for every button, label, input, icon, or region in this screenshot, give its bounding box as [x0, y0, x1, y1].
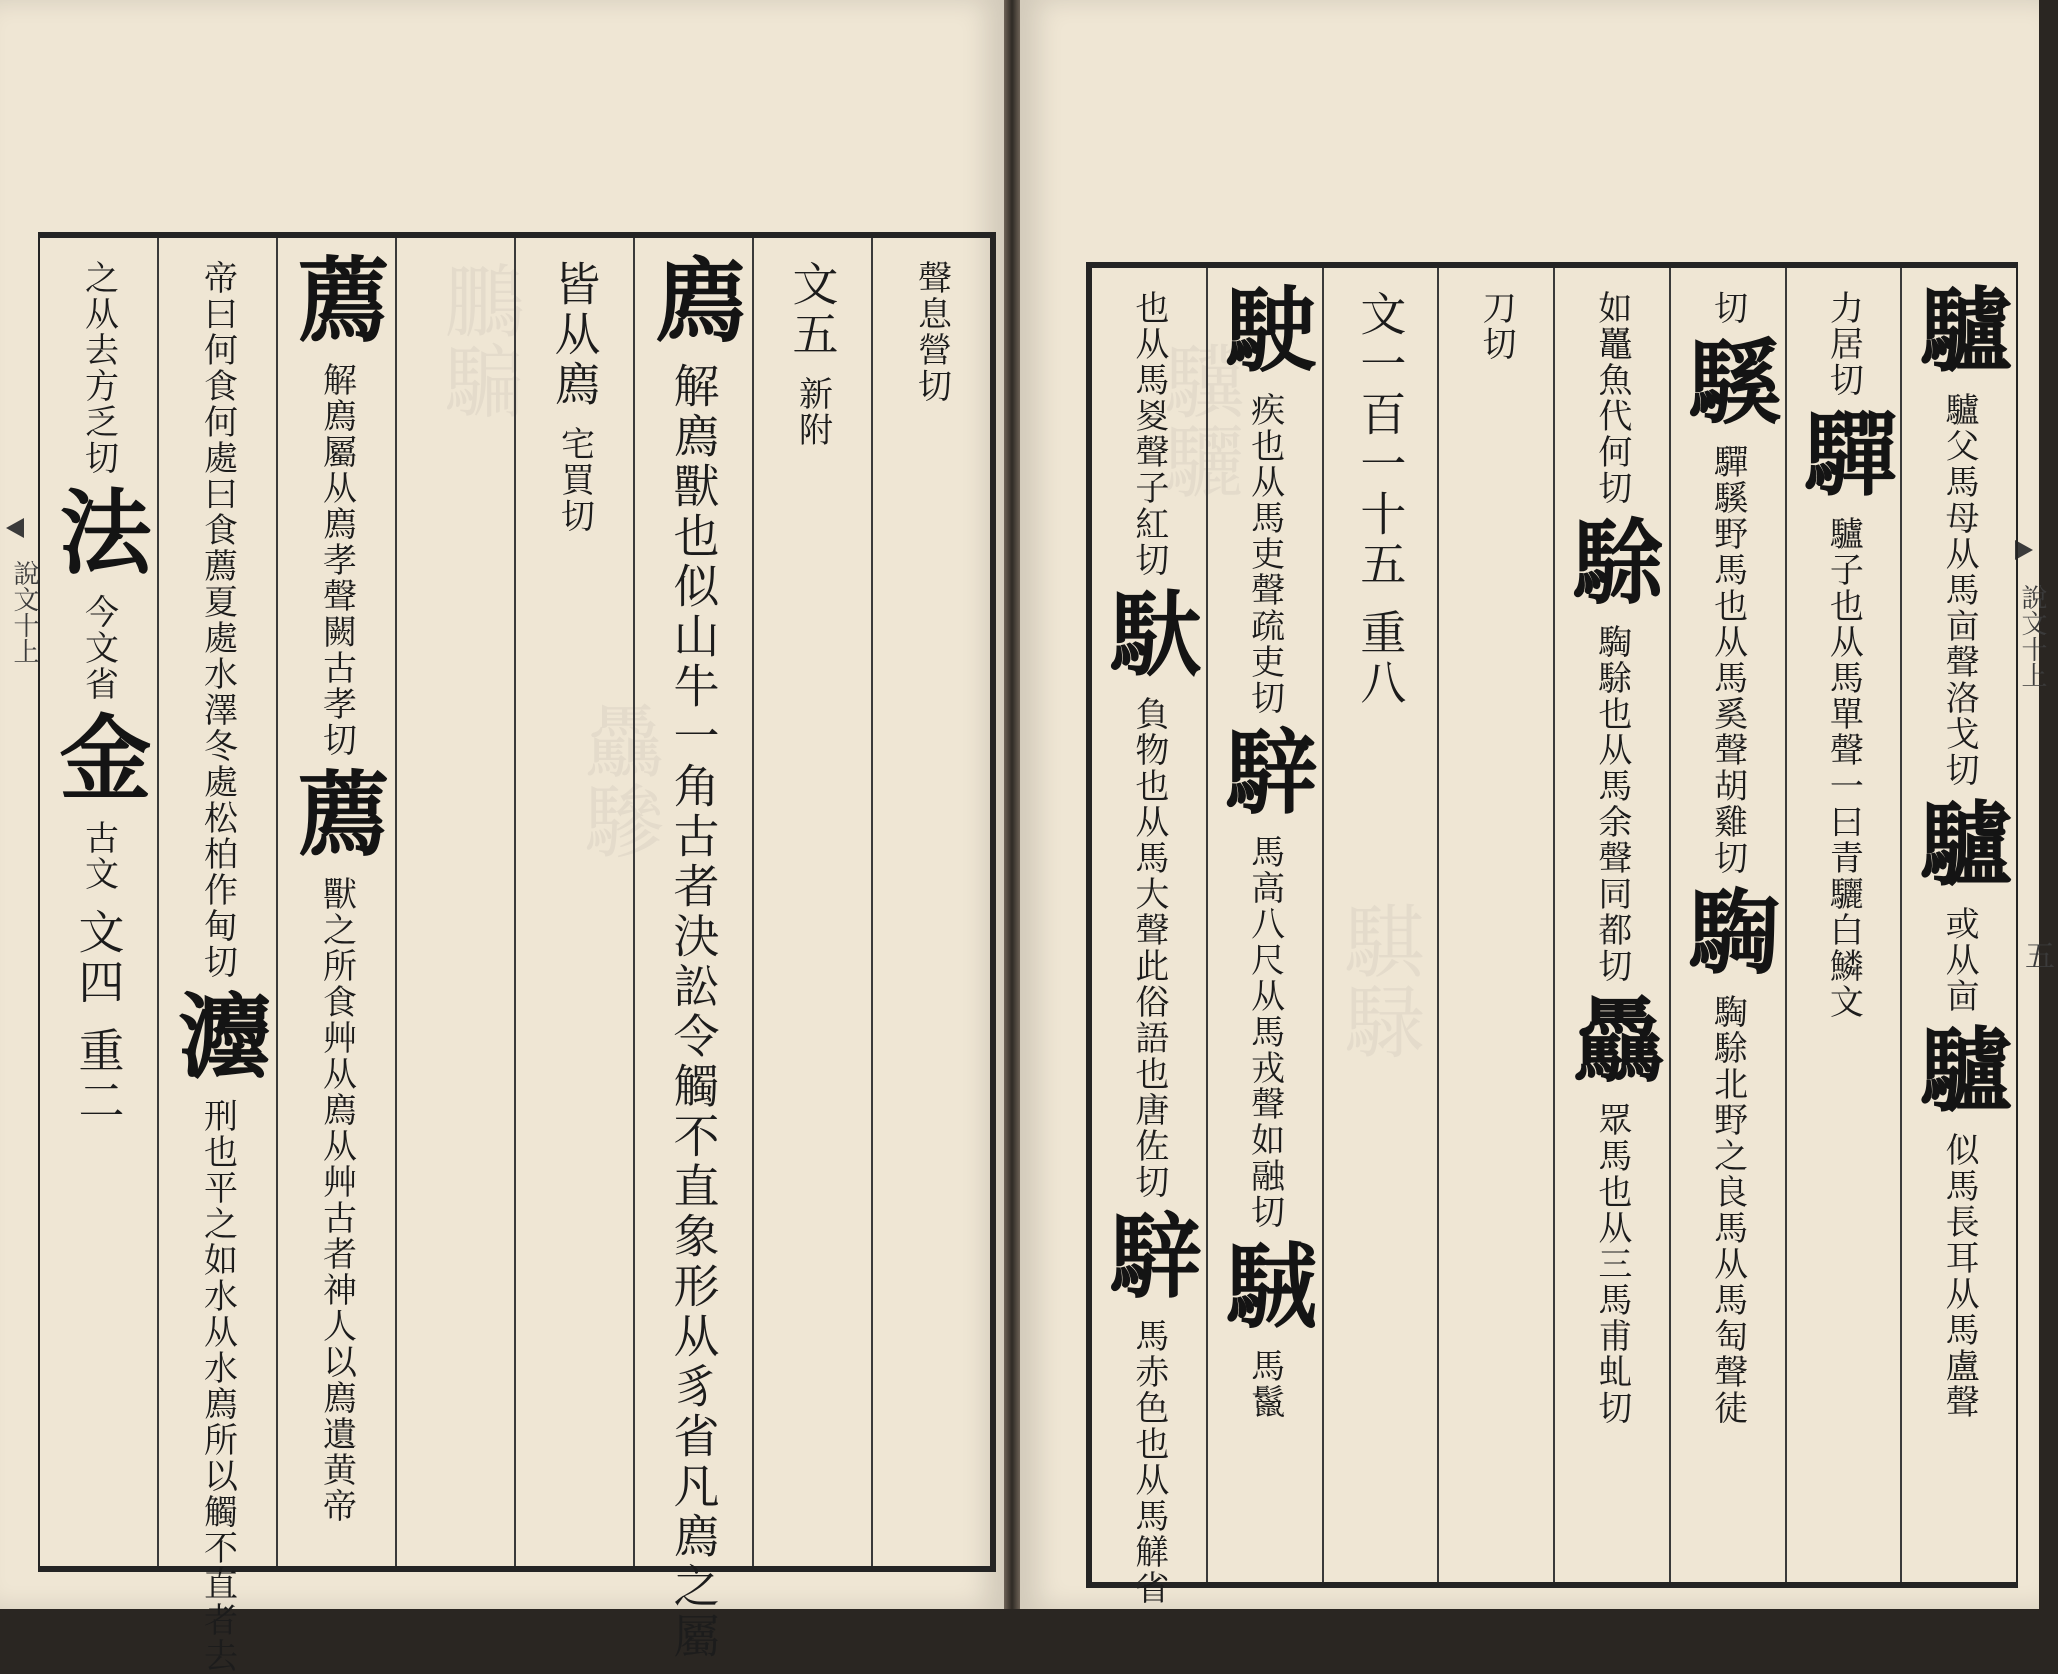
text-column	[1092, 268, 1206, 1606]
margin-label: 說文十上	[2017, 584, 2047, 688]
seal-character: 驢	[1905, 1022, 2014, 1124]
seal-character: 驢	[1905, 282, 2014, 384]
column-text: 驢子也从馬單聲一曰青驪白鱗文	[1823, 516, 1864, 1020]
column-text: 也从馬㚇聲子紅切	[1128, 290, 1169, 578]
text-column	[1669, 268, 1785, 1582]
column-text: 皆从廌	[547, 260, 602, 410]
text-column	[1553, 268, 1669, 1582]
column-text: 驢父馬母从馬㐭聲洛戈切	[1939, 392, 1980, 788]
text-column	[1322, 268, 1438, 1582]
text-column	[40, 238, 157, 1566]
column-text: 似馬長耳从馬盧聲	[1939, 1132, 1980, 1420]
column-text: 騊駼北野之良馬从馬匋聲徒	[1707, 994, 1748, 1426]
column-text: 切	[1707, 290, 1748, 326]
text-column	[276, 238, 395, 1566]
column-text: 眾馬也从三馬甫虬切	[1591, 1102, 1632, 1426]
seal-character: 驢	[1905, 796, 2014, 898]
bleed-through: 鵬騙	[431, 260, 524, 420]
text-column	[1900, 268, 2016, 1582]
column-text: 新附	[792, 376, 833, 448]
text-column	[157, 238, 276, 1674]
column-text: 獸之所食艸从廌从艸古者神人以廌遺黄帝	[316, 876, 357, 1524]
text-column	[633, 238, 752, 1662]
seal-character: 金	[44, 710, 153, 812]
column-text: 負物也从馬大聲此俗語也唐佐切	[1128, 696, 1169, 1200]
column-text: 文五	[785, 260, 840, 360]
seal-character: 駼	[1557, 514, 1666, 616]
left-page	[0, 0, 1004, 1674]
seal-character: 薦	[282, 252, 391, 354]
bleed-through: 騏騄	[1331, 900, 1424, 1060]
column-text: 之从去方乏切	[78, 260, 119, 476]
column-text: 如鼉魚代何切	[1591, 290, 1632, 506]
column-text: 騊駼也从馬余聲同都切	[1591, 624, 1632, 984]
page-number: 五	[2019, 940, 2054, 970]
column-text: 疾也从馬吏聲疏吏切	[1244, 392, 1285, 716]
bleed-through: 驫驂	[571, 700, 664, 860]
margin-label: 說文十上	[9, 560, 39, 664]
book-gutter	[1004, 0, 1020, 1609]
left-frame	[38, 232, 996, 1674]
seal-character: 驫	[1557, 992, 1666, 1094]
fold-marker-icon	[6, 518, 24, 538]
column-text: 古文	[78, 820, 119, 892]
right-frame	[1086, 262, 2018, 1606]
column-text: 刑也平之如水从水廌所以觸不直者去	[197, 1098, 238, 1674]
text-column	[752, 238, 871, 1566]
text-column	[1785, 268, 1901, 1582]
seal-character: 馱	[1094, 586, 1203, 688]
seal-character: 駥	[1210, 1238, 1319, 1340]
text-column	[395, 238, 514, 1566]
text-column	[871, 238, 990, 1566]
right-columns	[1092, 268, 2016, 1606]
seal-character: 廌	[639, 252, 748, 354]
text-column	[1437, 268, 1553, 1582]
seal-character: 驒	[1789, 406, 1898, 508]
seal-character: 騊	[1673, 884, 1782, 986]
column-text: 馬高八尺从馬戎聲如融切	[1244, 834, 1285, 1230]
left-columns	[40, 238, 990, 1674]
column-text: 解廌獸也似山牛一角古者決訟令觸不直象形从豸省凡廌之屬	[666, 362, 721, 1662]
right-page	[1020, 0, 2054, 1609]
seal-character: 法	[44, 484, 153, 586]
column-text: 宅買切	[554, 426, 595, 534]
seal-character: 騂	[1210, 724, 1319, 826]
column-text: 聲息營切	[911, 260, 952, 404]
column-text: 今文省	[78, 594, 119, 702]
column-text: 文四 重二	[71, 908, 126, 1127]
bleed-through: 驥驪	[1151, 340, 1244, 500]
seal-character: 駛	[1210, 282, 1319, 384]
text-column	[514, 238, 633, 1566]
column-text: 或从㐭	[1939, 906, 1980, 1014]
column-text: 刀切	[1476, 290, 1517, 362]
seal-character: 灋	[163, 988, 272, 1090]
seal-character: 騱	[1673, 334, 1782, 436]
column-text: 解廌屬从廌孝聲闕古孝切	[316, 362, 357, 758]
column-text: 帝曰何食何處曰食薦夏處水澤冬處松柏作甸切	[197, 260, 238, 980]
seal-character: 騂	[1094, 1208, 1203, 1310]
text-column	[1206, 268, 1322, 1582]
column-text: 力居切	[1823, 290, 1864, 398]
seal-character: 薦	[282, 766, 391, 868]
column-text: 馬鬣	[1244, 1348, 1285, 1420]
column-text: 馬赤色也从馬觲省	[1128, 1318, 1169, 1606]
column-text: 驒騱野馬也从馬奚聲胡雞切	[1707, 444, 1748, 876]
column-text: 文一百一十五 重八	[1353, 290, 1408, 709]
